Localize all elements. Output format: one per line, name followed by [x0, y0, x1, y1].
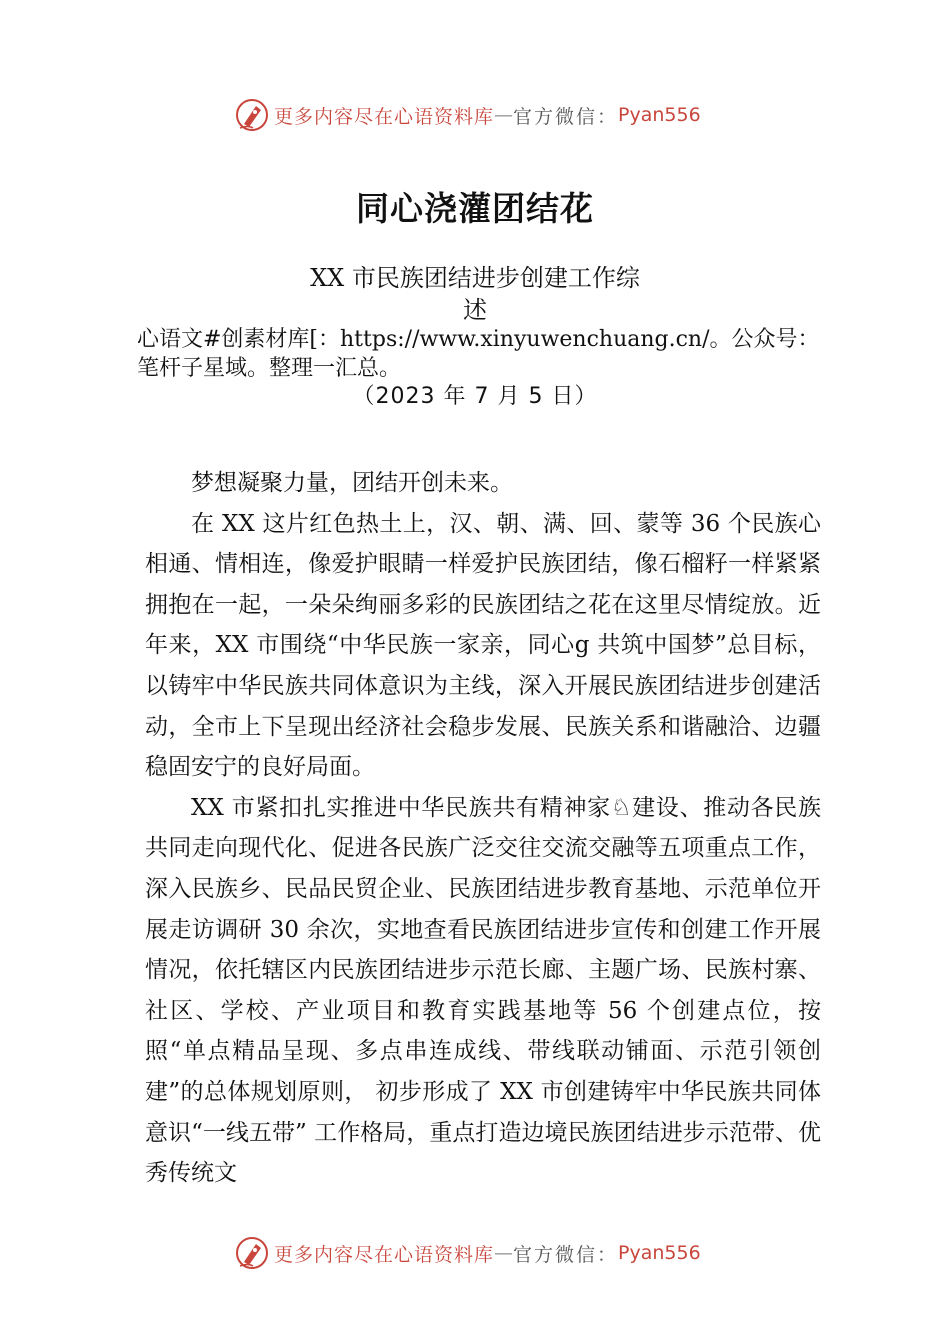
watermark-wechat-label: 官方微信：: [513, 1243, 619, 1266]
watermark-wechat-id: Pyan556: [618, 104, 701, 126]
subtitle-line-1: XX 市民族团结进步创建工作综: [310, 264, 640, 292]
paragraph: 在 XX 这片红色热土上，汉、朝、满、回、蒙等 36 个民族心相通、情相连，像爱护眼睛一样爱护民族团结，像石榴籽一样紧紧拥抱在一起，一朵朵绚丽多彩的民族团结之花在这里尽情绽放。近年来，XX 市围绕“中华民族一家亲，同心g 共筑中国梦”总目标，以铸牢中华民族共同体意识为主线，深入开展民族团结进步创建活动，全市上下呈现出经济社会稳步发展、民族关系和谐融洽、边疆稳固安宁的良好局面。: [145, 510, 821, 781]
subtitle-line-2: 述: [463, 296, 487, 324]
paragraph: 梦想凝聚力量，团结开创未来。: [191, 470, 513, 496]
footer-watermark: [234, 1233, 701, 1273]
watermark-wechat-id: Pyan556: [618, 1242, 701, 1264]
pen-nib-logo-icon: [234, 97, 270, 133]
pen-nib-logo-icon: [234, 1235, 270, 1271]
watermark-text: 更多内容尽在心语资料库: [274, 105, 495, 128]
document-subtitle: [0, 262, 950, 326]
watermark-separator: —: [494, 1242, 514, 1264]
document-date: （2023 年 7 月 5 日）: [352, 384, 598, 409]
document-title: 同心浇灌团结花: [356, 189, 594, 228]
header-watermark: [234, 95, 701, 135]
paragraph: XX 市紧扣扎实推进中华民族共有精神家♘建设、推动各民族共同走向现代化、促进各民族广泛交往交流交融等五项重点工作，深入民族乡、民品民贸企业、民族团结进步教育基地、示范单位开展走访调研 30 余次，实地查看民族团结进步宣传和创建工作开展情况，依托辖区内民族团结进步示范长廊、主题广场、民族村寨、社区、学校、产业项目和教育实践基地等 56 个创建点位，按照“单点精品呈现、多点串连成线、带线联动铺面、示范引领创建”的总体规划原则， 初步形成了 XX 市创建铸牢中华民族共同体意识“一线五带” 工作格局，重点打造边境民族团结进步示范带、优秀传统文: [145, 794, 821, 1187]
document-body: [145, 463, 821, 1194]
source-note: 心语文#创素材库[：https://www.xinyuwenchuang.cn/。公众号：笔杆子星域。整理一汇总。: [137, 327, 820, 381]
watermark-wechat-label: 官方微信：: [513, 105, 619, 128]
watermark-separator: —: [494, 104, 514, 126]
watermark-text: 更多内容尽在心语资料库: [274, 1243, 495, 1266]
